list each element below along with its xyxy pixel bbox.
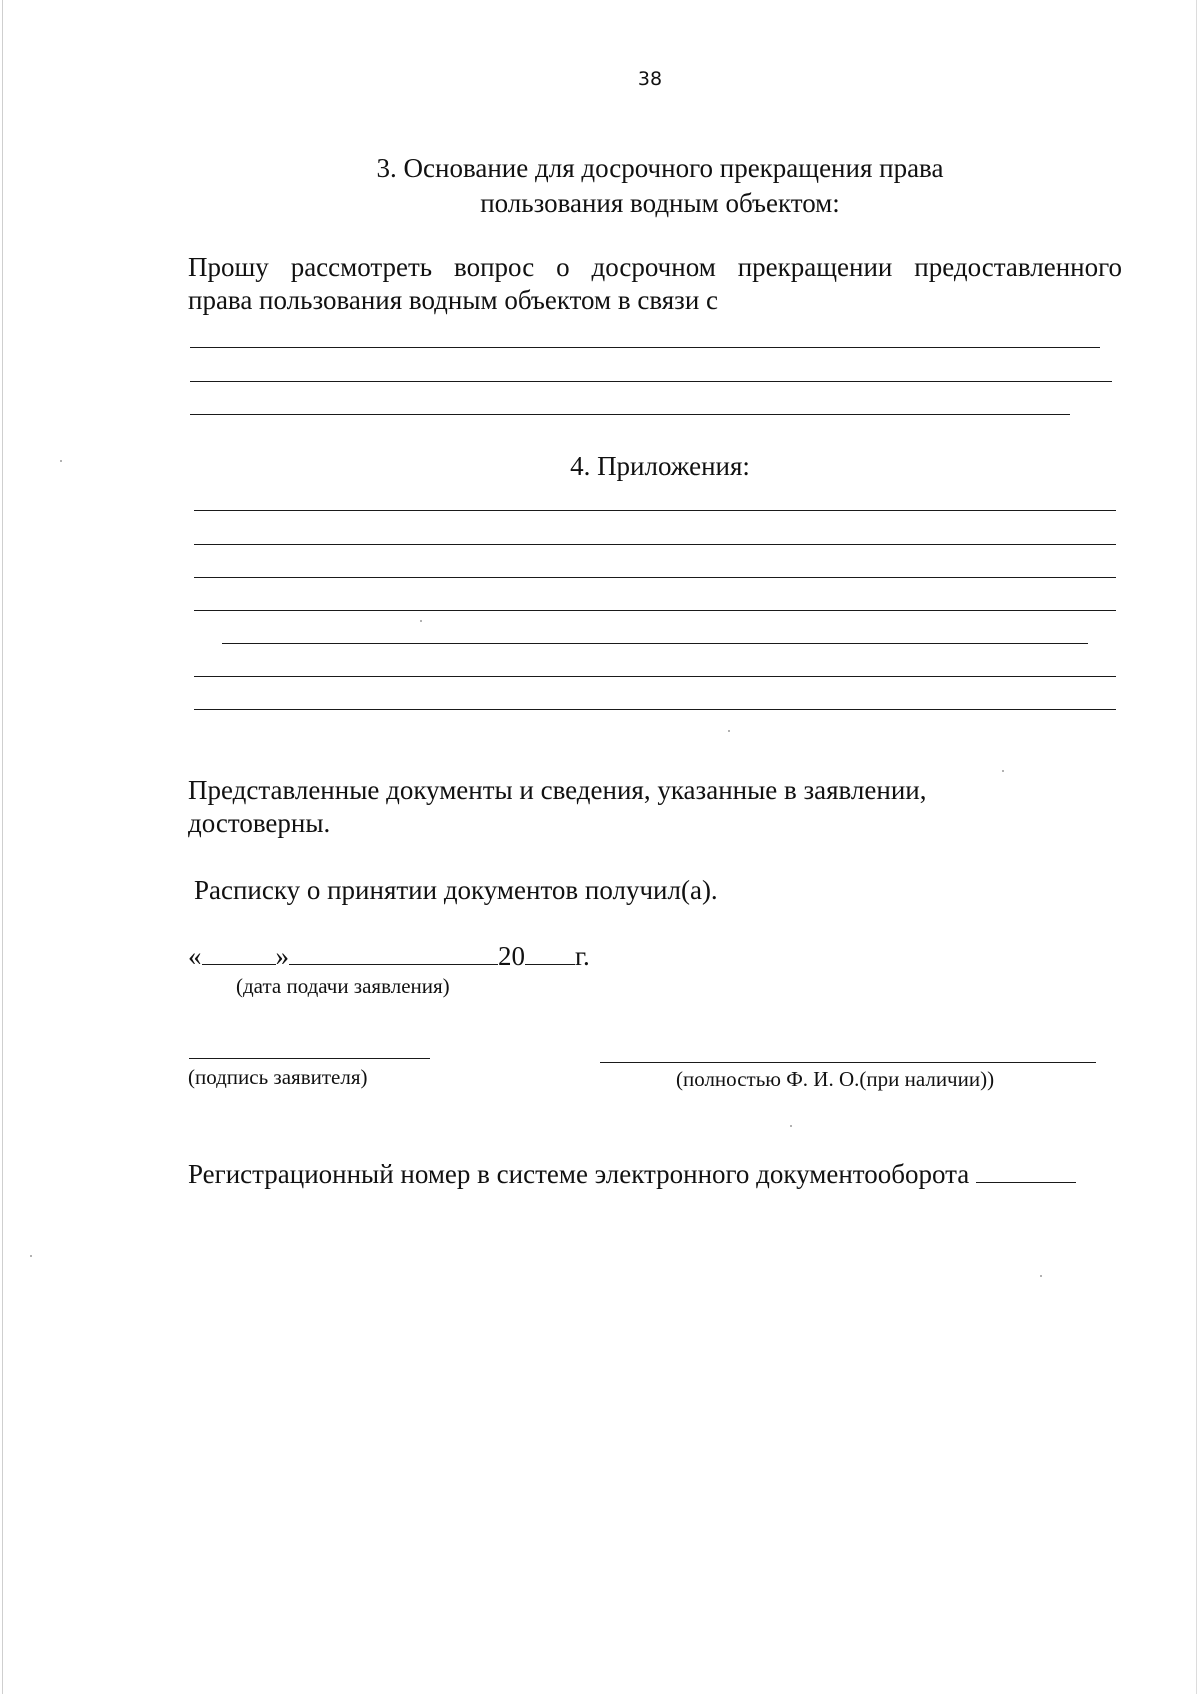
section3-title-line2: пользования водным объектом: <box>480 188 840 218</box>
attachment-line-5[interactable] <box>222 643 1088 644</box>
registration-line <box>188 1159 1076 1190</box>
signature-caption: (подпись заявителя) <box>188 1065 368 1089</box>
scan-speck <box>60 460 62 462</box>
attachment-line-3[interactable] <box>194 577 1116 578</box>
year-field[interactable] <box>525 942 575 965</box>
date-caption: (дата подачи заявления) <box>236 974 450 998</box>
scan-edge-left <box>2 0 3 1694</box>
declaration-line1: Представленные документы и сведения, указанные в заявлении, <box>188 775 927 805</box>
reason-line-2[interactable] <box>190 381 1112 382</box>
section4-title: 4. Приложения: <box>570 451 750 481</box>
day-field[interactable] <box>202 942 276 965</box>
section3-body-line2: права пользования водным объектом в связи с <box>188 285 719 315</box>
date-close-quote: » <box>275 941 289 971</box>
scan-speck <box>30 1255 32 1257</box>
registration-text: Регистрационный номер в системе электронного документооборота <box>188 1159 970 1189</box>
attachment-line-1[interactable] <box>194 510 1116 511</box>
section3-title-line1: 3. Основание для досрочного прекращения права <box>376 153 944 183</box>
signature-line[interactable] <box>189 1058 430 1059</box>
year-prefix: 20 <box>498 941 525 971</box>
attachment-line-6[interactable] <box>194 676 1116 677</box>
full-name-line[interactable] <box>600 1062 1096 1063</box>
attachment-line-7[interactable] <box>194 709 1116 710</box>
attachment-line-4[interactable] <box>194 610 1116 611</box>
reason-line-3[interactable] <box>190 414 1070 415</box>
date-line <box>188 941 590 972</box>
scan-edge-right <box>1196 0 1197 1694</box>
registration-number-field[interactable] <box>976 1160 1076 1183</box>
scan-speck <box>790 1125 792 1127</box>
reason-line-1[interactable] <box>190 347 1100 348</box>
declaration-line2: достоверны. <box>188 808 331 838</box>
scan-speck <box>728 730 730 732</box>
scan-speck <box>420 620 422 622</box>
scan-speck <box>1040 1275 1042 1277</box>
page-number: 38 <box>637 68 663 90</box>
year-suffix: г. <box>575 941 590 971</box>
scan-speck <box>1002 770 1004 772</box>
section3-body-line1: Прошу рассмотреть вопрос о досрочном прекращении предоставленного <box>188 252 1122 282</box>
full-name-caption: (полностью Ф. И. О.(при наличии)) <box>676 1067 995 1091</box>
month-field[interactable] <box>289 942 498 965</box>
attachment-line-2[interactable] <box>194 544 1116 545</box>
date-open-quote: « <box>188 941 202 971</box>
receipt-text: Расписку о принятии документов получил(а). <box>194 875 718 905</box>
